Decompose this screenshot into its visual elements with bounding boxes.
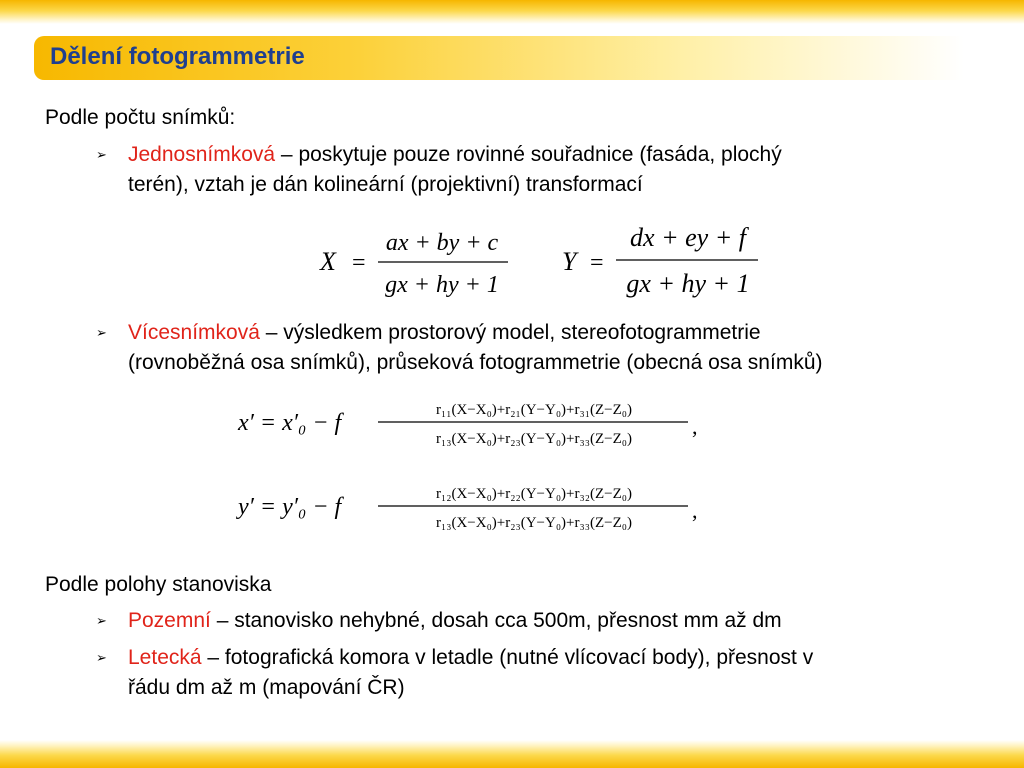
- bullet-letecka: [128, 643, 813, 673]
- arrow-bullet-icon: ➢: [96, 326, 107, 341]
- section-heading-snimky: Podle počtu snímků:: [45, 106, 236, 129]
- formula-xprime-comma: ,: [692, 414, 698, 439]
- slide-title: Dělení fotogrammetrie: [50, 43, 305, 70]
- bullet-jednosnimkova: [128, 140, 782, 170]
- formula-xprime-numerator: r₁₁(X−X₀)+r₂₁(Y−Y₀)+r₃₁(Z−Z₀): [436, 402, 632, 418]
- bullet-vicesnimkova: [128, 318, 761, 348]
- formula-xprime-lhs: x′ = x′₀ − f: [238, 410, 342, 436]
- bullet-jednosnimkova-line2: terén), vztah je dán kolineární (projektivní) transformací: [128, 173, 643, 196]
- term-jednosnimkova: Jednosnímková: [128, 143, 276, 166]
- formula-yprime-comma: ,: [692, 498, 698, 523]
- bullet-vicesnimkova-text: – výsledkem prostorový model, stereofotogrammetrie: [259, 321, 761, 344]
- bullet-pozemni-text: – stanovisko nehybné, dosah cca 500m, přesnost mm až dm: [210, 609, 782, 632]
- formula-y-eq: =: [590, 250, 604, 276]
- formula-y-denominator: gx + hy + 1: [626, 269, 750, 298]
- top-decor-band: [0, 0, 1024, 24]
- formula-x-lhs: X: [320, 247, 336, 276]
- formula-y-numerator: dx + ey + f: [630, 223, 746, 252]
- arrow-bullet-icon: ➢: [96, 651, 107, 666]
- arrow-bullet-icon: ➢: [96, 614, 107, 629]
- formula-x-eq: =: [352, 250, 366, 276]
- formula-yprime-numerator: r₁₂(X−X₀)+r₂₂(Y−Y₀)+r₃₂(Z−Z₀): [436, 486, 632, 502]
- formula-xprime-denominator: r₁₃(X−X₀)+r₂₃(Y−Y₀)+r₃₃(Z−Z₀): [436, 431, 632, 447]
- bottom-decor-band: [0, 740, 1024, 768]
- formula-x-numerator: ax + by + c: [385, 230, 499, 256]
- bullet-letecka-line2: řádu dm až m (mapování ČR): [128, 676, 405, 699]
- section-heading-stanovisko: Podle polohy stanoviska: [45, 573, 272, 596]
- formula-projective-transform: [310, 218, 790, 309]
- term-pozemni: Pozemní: [128, 609, 211, 632]
- formula-y-lhs: Y: [562, 247, 577, 276]
- bullet-letecka-text: – fotografická komora v letadle (nutné vlícovací body), přesnost v: [201, 646, 814, 669]
- formula-collinearity: [234, 394, 714, 549]
- term-vicesnimkova: Vícesnímková: [128, 321, 260, 344]
- formula-x-denominator: gx + hy + 1: [385, 272, 499, 298]
- formula-yprime-denominator: r₁₃(X−X₀)+r₂₃(Y−Y₀)+r₃₃(Z−Z₀): [436, 515, 632, 531]
- bullet-pozemni: [128, 606, 782, 636]
- formula-yprime-lhs: y′ = y′₀ − f: [238, 494, 342, 520]
- term-letecka: Letecká: [128, 646, 202, 669]
- bullet-vicesnimkova-line2: (rovnoběžná osa snímků), průseková fotogrammetrie (obecná osa snímků): [128, 351, 823, 374]
- bullet-jednosnimkova-text: – poskytuje pouze rovinné souřadnice (fasáda, plochý: [275, 143, 782, 166]
- arrow-bullet-icon: ➢: [96, 148, 107, 163]
